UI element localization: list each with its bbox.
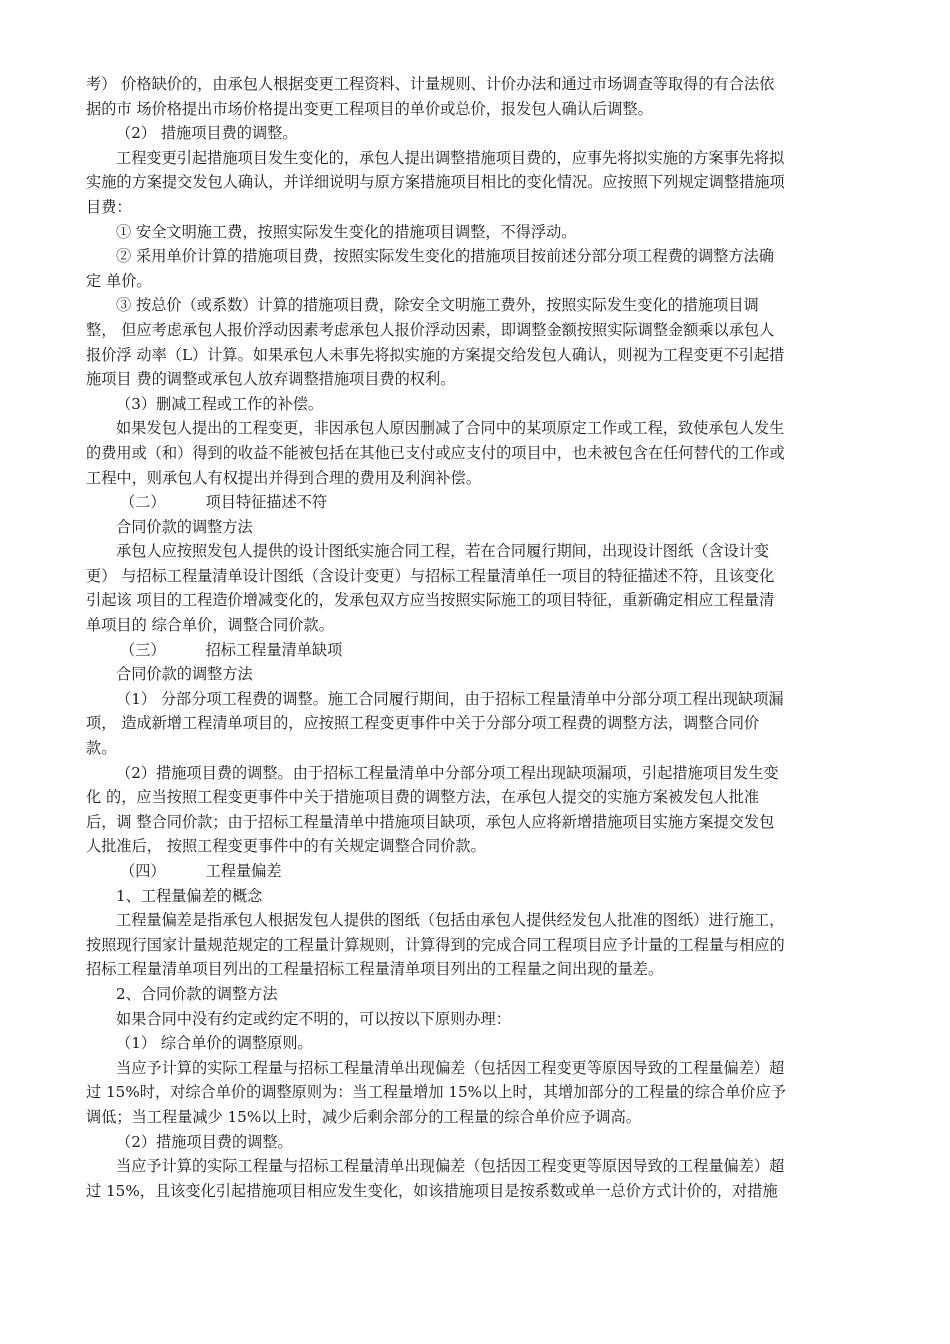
text-line: [86, 933, 876, 958]
line-text: 过 15%，且该变化引起措施项目相应发生变化，如该措施项目是按系数或单一总价方式计价的，对措施: [86, 1181, 778, 1200]
line-text: 承包人应按照发包人提供的设计图纸实施合同工程，若在合同履行期间，出现设计图纸（含设计变: [116, 542, 770, 561]
text-line: [86, 269, 876, 294]
text-line: [86, 318, 876, 343]
text-line: [86, 72, 876, 97]
line-text: 考） 价格缺价的，由承包人根据变更工程资料、计量规则、计价办法和通过市场调查等取得的有合法依: [86, 75, 775, 93]
text-line: [86, 343, 876, 368]
text-line: [86, 195, 876, 220]
section-heading: [86, 859, 876, 884]
line-text: 合同价款的调整方法: [116, 517, 253, 536]
text-line: [86, 539, 876, 564]
text-line: [86, 1130, 876, 1155]
text-line: [86, 1154, 876, 1179]
text-line: [86, 367, 876, 392]
line-text: 按照现行国家计量规范规定的工程量计算规则，计算得到的完成合同工程项目应予计量的工程量与相应的: [86, 935, 785, 954]
text-line: [86, 957, 876, 982]
line-text: 工程变更引起措施项目发生变化的，承包人提出调整措施项目费的，应事先将拟实施的方案事先将拟: [116, 148, 785, 167]
line-text: 化 的，应当按照工程变更事件中关于措施项目费的调整方法，在承包人提交的实施方案被发包人批准: [86, 788, 760, 807]
line-text: （二）: [120, 493, 166, 512]
text-line: [86, 834, 876, 859]
line-text: 据的市 场价格提出市场价格提出变更工程项目的单价或总价，报发包人确认后调整。: [86, 99, 653, 118]
line-text: 招标工程量清单项目列出的工程量招标工程量清单项目列出的工程量之间出现的量差。: [86, 960, 664, 979]
line-text: （1） 综合单价的调整原则。: [116, 1034, 313, 1053]
line-text: 工程中，则承包人有权提出并得到合理的费用及利润补偿。: [86, 468, 481, 487]
line-text: （1） 分部分项工程费的调整。施工合同履行期间，由于招标工程量清单中分部分项工程出现缺项漏: [116, 689, 784, 708]
line-text: 工程量偏差是指承包人根据发包人提供的图纸（包括由承包人提供经发包人批准的图纸）进行施工，: [116, 911, 785, 930]
text-line: [86, 97, 876, 122]
text-line: [86, 1179, 876, 1204]
line-text: 当应予计算的实际工程量与招标工程量清单出现偏差（包括因工程变更等原因导致的工程量偏差）超: [116, 1157, 785, 1176]
text-line: [86, 613, 876, 638]
line-text: 报价浮 动率（L）计算。如果承包人未事先将拟实施的方案提交给发包人确认，则视为工程变更不引起措: [86, 345, 785, 364]
line-text: 更） 与招标工程量清单设计图纸（含设计变更）与招标工程量清单任一项目的特征描述不符，且该变化: [86, 566, 775, 585]
text-line: [86, 515, 876, 540]
line-text: 如果合同中没有约定或约定不明的，可以按以下原则办理：: [116, 1009, 511, 1028]
line-text: ③ 按总价（或系数）计算的措施项目费，除安全文明施工费外，按照实际发生变化的措施项目调: [116, 296, 759, 315]
text-line: [86, 761, 876, 786]
section-heading: [86, 490, 876, 515]
document-body: [86, 72, 876, 1203]
line-text: 款。: [86, 739, 117, 758]
text-line: [86, 982, 876, 1007]
text-line: [86, 810, 876, 835]
line-text: 如果发包人提出的工程变更，非因承包人原因删减了合同中的某项原定工作或工程，致使承包人发生: [116, 419, 785, 438]
text-line: [86, 588, 876, 613]
line-text: 的费用或（和）得到的收益不能被包括在其他已支付或应支付的项目中，也未被包含在任何替代的工作或: [86, 443, 785, 462]
line-text: 整， 但应考虑承包人报价浮动因素考虑承包人报价浮动因素，即调整金额按照实际调整金额乘以承包人: [86, 320, 775, 339]
line-text: （3）删减工程或工作的补偿。: [116, 394, 324, 413]
heading-title: 项目特征描述不符: [205, 493, 328, 512]
line-text: 人批准后， 按照工程变更事件中的有关规定调整合同价款。: [86, 837, 486, 856]
text-line: [86, 884, 876, 909]
text-line: [86, 1056, 876, 1081]
text-line: [86, 736, 876, 761]
text-line: [86, 121, 876, 146]
heading-title: 招标工程量清单缺项: [205, 640, 343, 659]
text-line: [86, 293, 876, 318]
line-text: 施项目 费的调整或承包人放弃调整措施项目费的权利。: [86, 370, 456, 389]
heading-title: 工程量偏差: [205, 862, 282, 880]
line-text: 当应予计算的实际工程量与招标工程量清单出现偏差（包括因工程变更等原因导致的工程量偏差）超: [116, 1058, 785, 1077]
line-text: 目费：: [86, 197, 132, 216]
text-line: [86, 908, 876, 933]
line-text: 实施的方案提交发包人确认，并详细说明与原方案措施项目相比的变化情况。应按照下列规定调整措施项: [86, 173, 785, 192]
text-line: [86, 711, 876, 736]
line-text: 合同价款的调整方法: [116, 665, 253, 684]
section-heading: [86, 638, 876, 663]
text-line: [86, 416, 876, 441]
line-text: （2）措施项目费的调整。由于招标工程量清单中分部分项工程出现缺项漏项，引起措施项目发生变: [116, 763, 779, 782]
line-text: 后，调 整合同价款；由于招标工程量清单中措施项目缺项，承包人应将新增措施项目实施方案提交发包: [86, 812, 775, 831]
text-line: [86, 1031, 876, 1056]
text-line: [86, 170, 876, 195]
text-line: [86, 1080, 876, 1105]
line-text: （2）措施项目费的调整。: [116, 1132, 293, 1151]
line-text: 引起该 项目的工程造价增减变化的，发承包双方应当按照实际施工的项目特征，重新确定相应工程量清: [86, 591, 775, 610]
line-text: 定 单价。: [86, 271, 152, 290]
line-text: ② 采用单价计算的措施项目费，按照实际发生变化的措施项目按前述分部分项工程费的调整方法确: [116, 247, 774, 266]
line-text: （三）: [120, 640, 166, 659]
text-line: [86, 687, 876, 712]
text-line: [86, 220, 876, 245]
line-text: （四）: [120, 862, 166, 880]
text-line: [86, 392, 876, 417]
text-line: [86, 244, 876, 269]
line-text: （2） 措施项目费的调整。: [116, 124, 298, 143]
document-page: [86, 72, 876, 1203]
line-text: 项， 造成新增工程清单项目的，应按照工程变更事件中关于分部分项工程费的调整方法，调整合同价: [86, 714, 760, 733]
text-line: [86, 1007, 876, 1032]
text-line: [86, 146, 876, 171]
text-line: [86, 564, 876, 589]
line-text: ① 安全文明施工费，按照实际发生变化的措施项目调整，不得浮动。: [116, 222, 577, 241]
line-text: 过 15%时，对综合单价的调整原则为：当工程量增加 15%以上时，其增加部分的工程量的综合单价应予: [86, 1083, 786, 1102]
text-line: [86, 662, 876, 687]
text-line: [86, 1105, 876, 1130]
line-text: 调低；当工程量减少 15%以上时，减少后剩余部分的工程量的综合单价应予调高。: [86, 1107, 641, 1126]
line-text: 1、工程量偏差的概念: [116, 886, 263, 905]
text-line: [86, 466, 876, 491]
line-text: 2、合同价款的调整方法: [116, 984, 278, 1003]
text-line: [86, 785, 876, 810]
text-line: [86, 441, 876, 466]
line-text: 单项目的 综合单价，调整合同价款。: [86, 616, 334, 635]
